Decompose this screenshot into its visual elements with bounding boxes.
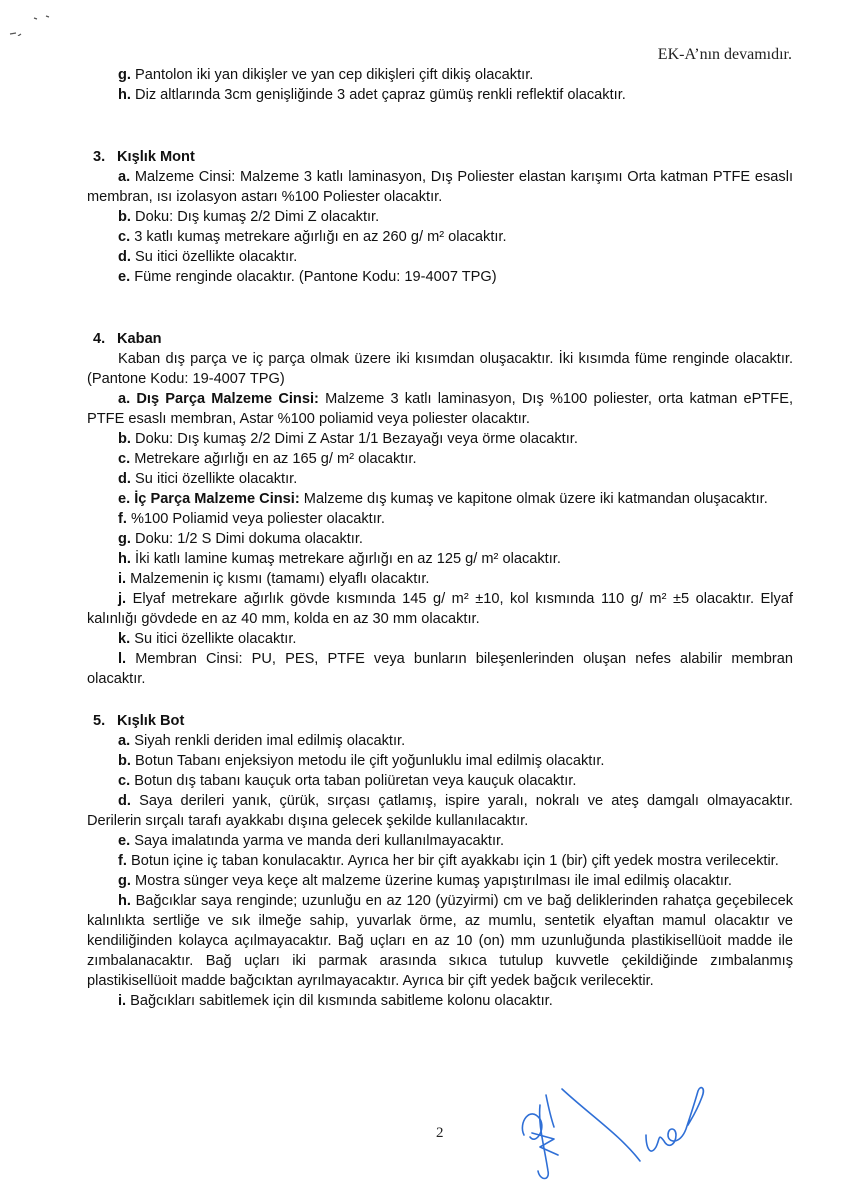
scan-marks bbox=[4, 6, 54, 36]
list-item: d. Su itici özellikte olacaktır. bbox=[118, 249, 298, 265]
section-heading: 5. Kışlık Bot bbox=[93, 713, 185, 729]
list-item: g. Doku: 1/2 S Dimi dokuma olacaktır. bbox=[118, 531, 363, 547]
list-item: d. Saya derileri yanık, çürük, sırçası çatlamış, ispire yaralı, nokralı ve ateş damgalı olmayacaktır. Derilerin sırçalı tarafı ayakkabı dışına gelecek şekilde kullanılacaktır. bbox=[87, 793, 793, 829]
list-item: f. %100 Poliamid veya poliester olacaktır. bbox=[118, 511, 385, 527]
list-item: c. 3 katlı kumaş metrekare ağırlığı en az 260 g/ m² olacaktır. bbox=[118, 229, 507, 245]
list-item: a. Dış Parça Malzeme Cinsi: Malzeme 3 katlı laminasyon, Dış %100 poliester, orta katman ePTFE, PTFE esaslı membran, Astar %100 poliamid veya poliester olacaktır. bbox=[87, 391, 793, 427]
list-item: g. Mostra sünger veya keçe alt malzeme üzerine kumaş yapıştırılması ile imal edilmiş olacaktır. bbox=[118, 873, 732, 889]
section-heading: 4. Kaban bbox=[93, 331, 162, 347]
document-body bbox=[87, 65, 793, 1011]
list-item: f. Botun içine iç taban konulacaktır. Ayrıca her bir çift ayakkabı için 1 (bir) çift yedek mostra verilecektir. bbox=[118, 853, 779, 869]
list-item: e. Saya imalatında yarma ve manda deri kullanılmayacaktır. bbox=[118, 833, 505, 849]
list-item: b. Doku: Dış kumaş 2/2 Dimi Z olacaktır. bbox=[118, 209, 380, 225]
list-item: h. Diz altlarında 3cm genişliğinde 3 adet çapraz gümüş renkli reflektif olacaktır. bbox=[118, 87, 626, 103]
signature-image bbox=[510, 1075, 730, 1185]
list-item: e. İç Parça Malzeme Cinsi: Malzeme dış kumaş ve kapitone olmak üzere iki katmandan oluşacaktır. bbox=[118, 491, 768, 507]
section-heading: 3. Kışlık Mont bbox=[93, 149, 195, 165]
list-item: e. Füme renginde olacaktır. (Pantone Kodu: 19-4007 TPG) bbox=[118, 269, 497, 285]
list-item: j. Elyaf metrekare ağırlık gövde kısmında 145 g/ m² ±10, kol kısmında 110 g/ m² ±5 olacaktır. Elyaf kalınlığı gövdede en az 40 mm, kolda en az 30 mm olacaktır. bbox=[87, 591, 793, 627]
list-item: c. Metrekare ağırlığı en az 165 g/ m² olacaktır. bbox=[118, 451, 417, 467]
list-item: c. Botun dış tabanı kauçuk orta taban poliüretan veya kauçuk olacaktır. bbox=[118, 773, 577, 789]
list-item: h. Bağcıklar saya renginde; uzunluğu en az 120 (yüzyirmi) cm ve bağ deliklerinden rahatça geçebilecek kalınlıkta sertliğe ve sık ilmeğe sahip, yuvarlak örme, az mumlu, sentetik elyaftan mamul olacaktır ve kendiliğinden kolayca açılmayacaktır. Bağ uçları en az 10 (on) mm uzunluğunda plastikisellüoit madde ile zımbalanacaktır. Bağ uçları iki parmak arasında sıkıca tutulup kuvvetle çekildiğinde zımbalanmış plastikisellüoit madde bağcıktan ayrılmayacaktır. Ayrıca bir çift yedek bağcık verilecektir. bbox=[87, 893, 794, 989]
list-item: g. Pantolon iki yan dikişler ve yan cep dikişleri çift dikiş olacaktır. bbox=[118, 67, 534, 83]
list-item: d. Su itici özellikte olacaktır. bbox=[118, 471, 298, 487]
list-item: a. Malzeme Cinsi: Malzeme 3 katlı laminasyon, Dış Poliester elastan karışımı Orta katman PTFE esaslı membran, ısı izolasyon astarı %100 Poliester olacaktır. bbox=[87, 169, 793, 205]
list-item: k. Su itici özellikte olacaktır. bbox=[118, 631, 297, 647]
page-number: 2 bbox=[436, 1125, 444, 1141]
section-intro: Kaban dış parça ve iç parça olmak üzere iki kısımdan oluşacaktır. İki kısımda füme renginde olacaktır. (Pantone Kodu: 19-4007 TPG) bbox=[87, 351, 793, 387]
list-item: l. Membran Cinsi: PU, PES, PTFE veya bunların bileşenlerinden oluşan nefes alabilir membran olacaktır. bbox=[87, 651, 793, 687]
list-item: i. Malzemenin iç kısmı (tamamı) elyaflı olacaktır. bbox=[118, 571, 430, 587]
list-item: h. İki katlı lamine kumaş metrekare ağırlığı en az 125 g/ m² olacaktır. bbox=[118, 551, 561, 567]
list-item: i. Bağcıkları sabitlemek için dil kısmında sabitleme kolonu olacaktır. bbox=[118, 993, 553, 1009]
list-item: b. Botun Tabanı enjeksiyon metodu ile çift yoğunluklu imal edilmiş olacaktır. bbox=[118, 753, 605, 769]
list-item: a. Siyah renkli deriden imal edilmiş olacaktır. bbox=[118, 733, 406, 749]
continuation-note: EK-A’nın devamıdır. bbox=[657, 46, 792, 63]
list-item: b. Doku: Dış kumaş 2/2 Dimi Z Astar 1/1 Bezayağı veya örme olacaktır. bbox=[118, 431, 578, 447]
